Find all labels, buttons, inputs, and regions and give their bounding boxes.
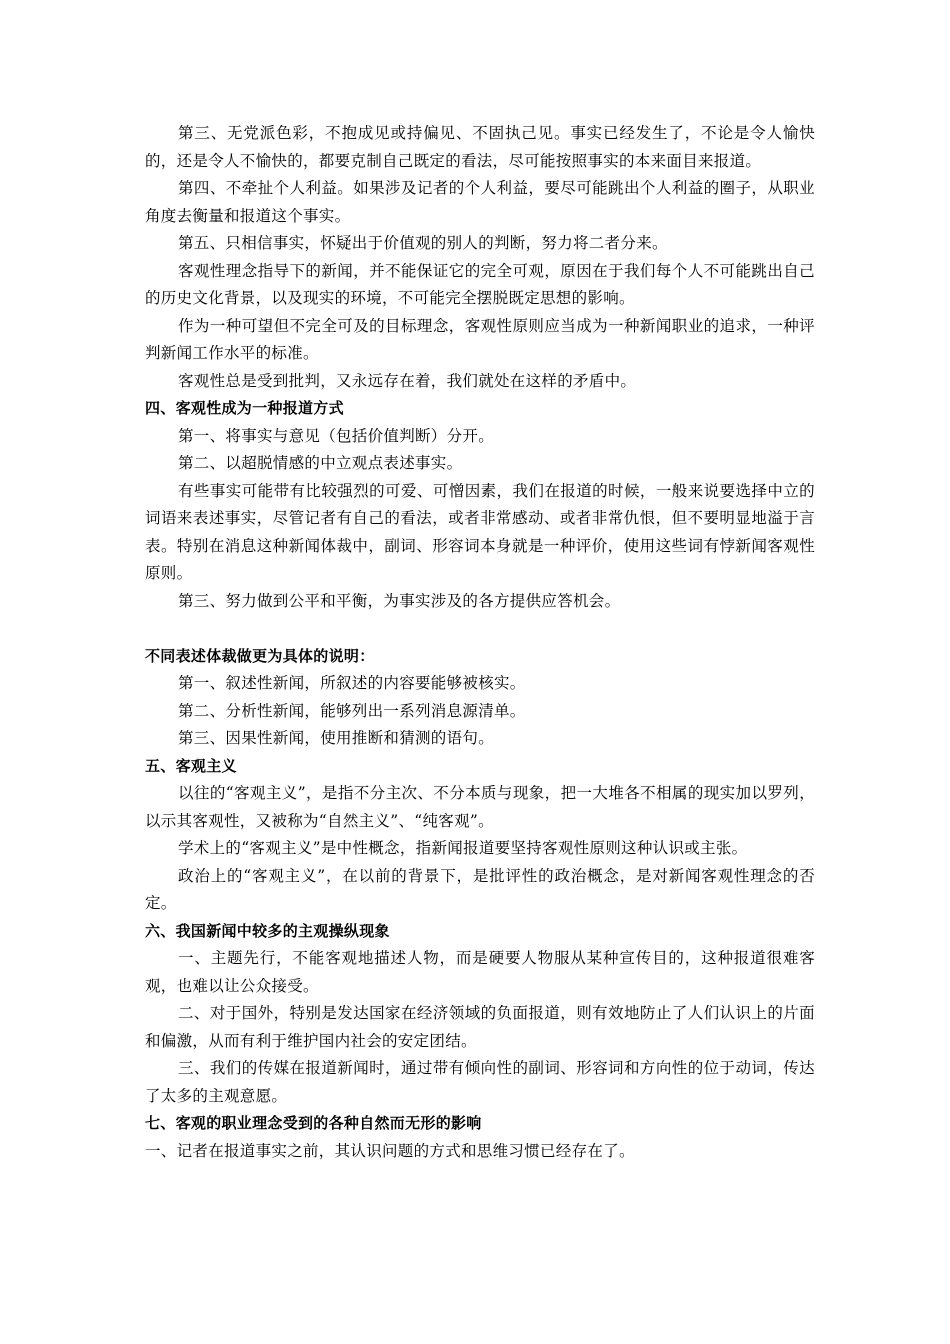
- paragraph-political-objectivism: 政治上的“客观主义”，在以前的背景下，是批评性的政治概念，是对新闻客观性理念的否定。: [145, 866, 815, 912]
- genre-heading: 不同表述体裁做更为具体的说明：: [145, 646, 375, 665]
- paragraph-theme-first: 一、主题先行，不能客观地描述人物，而是硬要人物服从某种宣传目的，这种报道很难客观，也难以让公众接受。: [145, 949, 815, 995]
- paragraph-reporter-mindset: 一、记者在报道事实之前，其认识问题的方式和思维习惯已经存在了。: [145, 1141, 635, 1160]
- section-heading-5: 五、客观主义: [145, 756, 237, 775]
- paragraph-past-objectivism: 以往的“客观主义”，是指不分主次、不分本质与现象，把一大堆各不相属的现实加以罗列，以示其客观性，又被称为“自然主义”、“纯客观”。: [145, 784, 815, 830]
- paragraph-media-bias: 三、我们的传媒在报道新闻时，通过带有倾向性的副词、形容词和方向性的位于动词，传达了太多的主观意愿。: [145, 1059, 815, 1105]
- paragraph-fairness-balance: 第三、努力做到公平和平衡，为事实涉及的各方提供应答机会。: [178, 591, 621, 610]
- paragraph-separate-fact-opinion: 第一、将事实与意见（包括价值判断）分开。: [178, 426, 495, 445]
- paragraph-narrative-news: 第一、叙述性新闻，所叙述的内容要能够被核实。: [178, 674, 526, 692]
- blank-line: [145, 615, 815, 643]
- paragraph-fifth-trust-facts: 第五、只相信事实，怀疑出于价值观的别人的判断，努力将二者分来。: [178, 234, 668, 252]
- paragraph-foreign-reporting: 二、对于国外，特别是发达国家在经济领域的负面报道，则有效地防止了人们认识上的片面和偏激，从而有利于维护国内社会的安定团结。: [145, 1004, 815, 1050]
- paragraph-objectivity-limits: 客观性理念指导下的新闻，并不能保证它的完全可观，原因在于我们每个人不可能跳出自己的历史文化背景，以及现实的环境，不可能完全摆脱既定思想的影响。: [145, 261, 815, 307]
- paragraph-third-nonpartisan: 第三、无党派色彩，不抱成见或持偏见、不固执己见。事实已经发生了，不论是令人愉快的，还是令人不愉快的，都要克制自己既定的看法，尽可能按照事实的本来面目来报道。: [145, 124, 815, 170]
- paragraph-neutral-viewpoint: 第二、以超脱情感的中立观点表述事实。: [178, 454, 463, 472]
- paragraph-analytical-news: 第二、分析性新闻，能够列出一系列消息源清单。: [178, 701, 526, 720]
- paragraph-objectivity-contradiction: 客观性总是受到批判，又永远存在着，我们就处在这样的矛盾中。: [178, 371, 637, 390]
- paragraph-causal-news: 第三、因果性新闻，使用推断和猜测的语句。: [178, 729, 495, 747]
- document-page: [145, 120, 815, 1165]
- section-heading-7: 七、客观的职业理念受到的各种自然而无形的影响: [145, 1114, 482, 1132]
- paragraph-neutral-wording: 有些事实可能带有比较强烈的可爱、可憎因素，我们在报道的时候，一般来说要选择中立的词语来表述事实，尽管记者有自己的看法，或者非常感动、或者非常仇恨，但不要明显地溢于言表。特别在消息这种新闻体裁中，副词、形容词本身就是一种评价，使用这些词有悖新闻客观性原则。: [145, 481, 815, 582]
- paragraph-objectivity-goal: 作为一种可望但不完全可及的目标理念，客观性原则应当成为一种新闻职业的追求，一种评判新闻工作水平的标准。: [145, 316, 815, 362]
- paragraph-fourth-personal-interest: 第四、不牵扯个人利益。如果涉及记者的个人利益，要尽可能跳出个人利益的圈子，从职业角度去衡量和报道这个事实。: [145, 179, 815, 225]
- paragraph-academic-objectivism: 学术上的“客观主义”是中性概念，指新闻报道要坚持客观性原则这种认识或主张。: [178, 839, 748, 857]
- section-heading-4: 四、客观性成为一种报道方式: [145, 399, 344, 417]
- section-heading-6: 六、我国新闻中较多的主观操纵现象: [145, 921, 390, 940]
